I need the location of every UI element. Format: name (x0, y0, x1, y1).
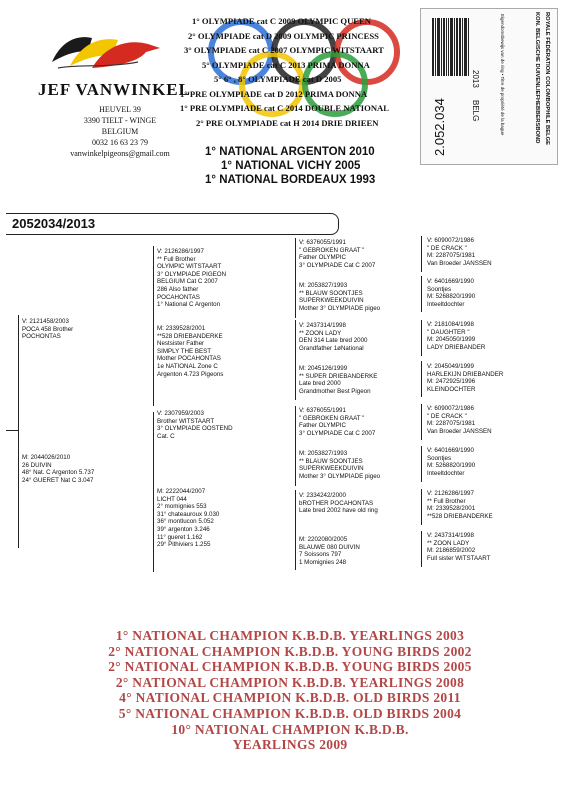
pedigree-line: 11° gueret 1.162 (157, 533, 203, 541)
pedigree-entry (157, 248, 226, 309)
pedigree-line: **528 DRIEBANDERKE (157, 332, 223, 340)
pedigree-line: V: 2126286/1997 (427, 490, 474, 497)
national-line: 1° NATIONAL ARGENTON 2010 (205, 146, 375, 158)
pedigree-line: OLYMPIC WITSTAART (157, 263, 222, 271)
achievement-line: 2° OLYMPIADE cat D 2009 OLYMPIC PRINCESS (188, 30, 379, 41)
pedigree-line: DEN 314 Late bred 2000 (299, 337, 368, 345)
championship-line: 1° NATIONAL CHAMPION K.B.D.B. YEARLINGS 2003 (115, 628, 465, 643)
pedigree-line: BELGIUM Cat C 2007 (157, 278, 218, 286)
address-block (40, 104, 200, 159)
pedigree-line: Nestsister Father (157, 340, 205, 348)
national-wins (205, 145, 375, 187)
pedigree-line: V: 6401669/1990 (427, 447, 474, 454)
pigeon-logo (48, 22, 163, 78)
pedigree-line: POCA 458 Brother (22, 325, 74, 333)
pedigree-line: " DE CRACK " (427, 412, 467, 420)
pedigree-entry (299, 365, 377, 395)
pedigree-line: 3° OLYMPIADE Cat C 2007 (299, 429, 376, 437)
pedigree-line: M: 2222044/2007 (157, 488, 206, 495)
barcode (432, 18, 476, 76)
pedigree-line: Late bred 2002 have old ring (299, 507, 378, 515)
pedigree-entry (427, 490, 493, 520)
achievement-line: 1° PRE OLYMPIADE cat C 2014 DOUBLE NATIONAL (180, 103, 389, 113)
pedigree-line: 1e NATIONAL Zone C (157, 362, 218, 370)
pedigree-line: **528 DRIEBANDERKE (427, 512, 493, 520)
pedigree-line: " DAUGHTER " (427, 328, 470, 336)
pedigree-line: 26 DUIVIN (22, 461, 52, 469)
pedigree-line: V: 6376055/1991 (299, 407, 346, 414)
ring-number: 2.052.034 (432, 98, 447, 156)
pedigree-line: Cat. C (157, 432, 175, 440)
pedigree-line: 1 Momignies 248 (299, 558, 347, 566)
pedigree-line: Inteeltdochter (427, 469, 465, 477)
pedigree-line: Grandfather 1øNational (299, 344, 364, 352)
pedigree-line: Van Broeder JANSSEN (427, 427, 492, 435)
pedigree-line: M: 5268820/1990 (427, 462, 476, 470)
pedigree-line: ** ZOON LADY (427, 539, 470, 547)
pedigree-line: Mother 3° OLYMPIADE pigeo (299, 304, 381, 312)
achievement-line: 1° OLYMPIADE cat C 2009 OLYMPIC QUEEN (192, 16, 371, 26)
pedigree-sire (22, 318, 73, 341)
brand-name: JEF VANWINKEL (38, 80, 191, 99)
pedigree-line: POCHONTAS (22, 333, 61, 341)
pedigree-line: SUPERKWEEKDUIVIN (299, 297, 364, 305)
pedigree-line: 3° OLYMPIADE PIGEON (157, 270, 227, 278)
pedigree-line: 286 Also father (157, 285, 199, 293)
pedigree-line: " DE CRACK " (427, 244, 467, 252)
pedigree-line: ** BLAUW SOONTJES (299, 457, 363, 465)
pedigree-line: " GEBROKEN GRAAT " (299, 246, 365, 254)
championship-list (40, 628, 540, 753)
national-line: 1° NATIONAL VICHY 2005 (221, 160, 361, 172)
pedigree-line: LADY DRIEBANDER (427, 343, 486, 351)
pedigree-line: M: 2339528/2001 (427, 505, 476, 513)
pedigree-line: M: 5268820/1990 (427, 293, 476, 301)
pedigree-entry (427, 237, 492, 267)
pedigree-line: Full sister WITSTAART (427, 554, 491, 562)
pedigree-line: M: 2186859/2002 (427, 547, 476, 555)
pedigree-entry (299, 239, 375, 269)
championship-line: 10° NATIONAL CHAMPION K.B.D.B. (171, 721, 409, 737)
pedigree-line: M: 2287075/1981 (427, 252, 476, 260)
pedigree-line: M: 2202080/2005 (299, 536, 348, 543)
pedigree-line: ** Full Brother (157, 255, 196, 263)
pedigree-line: Van Broeder JANSSEN (427, 259, 492, 267)
pedigree-line: ** ZOON LADY (299, 329, 342, 337)
pedigree-line: M: 2053827/1993 (299, 282, 348, 289)
pedigree-line: 48° Nat. C Argenton 5.737 (22, 469, 95, 477)
pedigree-line: M: 2053827/1993 (299, 450, 348, 457)
pedigree-line: Soontjes (427, 285, 452, 293)
championship-line: YEARLINGS 2009 (232, 737, 348, 753)
pedigree-line: ** Full Brother (427, 497, 466, 505)
pedigree-line: V: 2437314/1998 (299, 322, 346, 329)
pedigree-entry (157, 488, 219, 549)
pedigree-line: M: 2045126/1999 (299, 365, 348, 372)
pedigree-line: 3° OLYMPIADE Cat C 2007 (299, 261, 376, 269)
address-line: BELGIUM (101, 127, 139, 136)
pedigree-entry (299, 407, 375, 437)
pedigree-line: M: 2287075/1981 (427, 420, 476, 428)
pedigree-line: KLEINDOCHTER (427, 385, 476, 393)
pedigree-entry (157, 325, 223, 378)
national-line: 1° NATIONAL BORDEAUX 1993 (205, 174, 376, 186)
pedigree-line: M: 2045050/1999 (427, 336, 476, 344)
pedigree-dam (22, 454, 94, 484)
achievement-line: 3° OLYMPIADE cat C 2007 OLYMPIC WITSTAART (184, 45, 384, 55)
pedigree-entry (427, 363, 503, 393)
pedigree-line: HARLEKIJN DRIEBANDER (427, 370, 504, 378)
pedigree-line: V: 2126286/1997 (157, 248, 204, 255)
pedigree-line: Inteeltdochter (427, 300, 465, 308)
achievement-line: 5° OLYMPIADE cat C 2013 PRIMA DONNA (202, 59, 370, 70)
pedigree-line: V: 2334242/2000 (299, 492, 346, 499)
pedigree-line: V: 6090072/1986 (427, 237, 474, 244)
federation-name: ROYALE FÉDÉRATION COLOMBOPHILE BELGE (544, 12, 550, 146)
pedigree-line: 3° OLYMPIADE OOSTEND (157, 425, 233, 433)
pedigree-line: 2° momignies 553 (157, 503, 207, 511)
pedigree-line: 36° montlucon 5.052 (157, 518, 214, 526)
address-line: vanwinkelpigeons@gmail.com (70, 149, 170, 158)
championship-line: 2° NATIONAL CHAMPION K.B.D.B. YOUNG BIRDS 2002 (108, 643, 472, 659)
pedigree-line: " GEBROKEN GRAAT " (299, 414, 365, 422)
pedigree-line: V: 6401669/1990 (427, 278, 474, 285)
pedigree-entry (427, 321, 485, 351)
address-line: 3390 TIELT - WINGE (83, 116, 157, 125)
pedigree-line: BLAUWE 080 DUIVIN (299, 543, 360, 551)
pedigree-line: SIMPLY THE BEST (157, 347, 211, 355)
championship-line: 2° NATIONAL CHAMPION K.B.D.B. YOUNG BIRDS 2005 (108, 659, 472, 675)
pedigree-line: POCAHONTAS (157, 293, 200, 301)
pedigree-line: Mother POCAHONTAS (157, 355, 221, 363)
pedigree-ring-title: 2052034/2013 (12, 216, 96, 231)
pedigree-line: M: 2044026/2010 (22, 454, 71, 461)
ring-country: BELG (471, 100, 480, 122)
pedigree-line: V: 2045049/1999 (427, 363, 474, 370)
pedigree-line: V: 2437314/1998 (427, 532, 474, 539)
pedigree-line: Argenton 4.723 Pigeons (157, 370, 224, 378)
pedigree-line: Brother WITSTAART (157, 417, 215, 425)
pedigree-line: 7 Soissons 797 (299, 551, 342, 559)
championship-line: 5° NATIONAL CHAMPION K.B.D.B. OLD BIRDS 2004 (118, 705, 462, 721)
pedigree-line: ** SUPER DRIEBANDERKE (299, 372, 378, 380)
pedigree-entry (299, 536, 360, 566)
pedigree-line: 39° argenton 3.246 (157, 525, 210, 533)
address-line: HEUVEL 39 (99, 105, 141, 114)
pedigree-line: LICHT 044 (157, 495, 187, 503)
pedigree-line: 31° chateauroux 9.030 (157, 510, 220, 518)
championship-line: 2° NATIONAL CHAMPION K.B.D.B. YEARLINGS 2008 (115, 674, 465, 690)
pedigree-line: ** BLAUW SOONTJES (299, 289, 363, 297)
pedigree-entry (157, 410, 233, 440)
pedigree-line: Soontjes (427, 454, 452, 462)
pedigree-entry (427, 532, 490, 562)
pedigree-entry (299, 492, 378, 515)
achievement-line: 1° PRE OLYMPIADE cat D 2012 PRIMA DONNA (180, 88, 368, 99)
pedigree-line: M: 2339528/2001 (157, 325, 206, 332)
ring-year: 2013 (471, 70, 480, 88)
pedigree-entry (427, 447, 475, 477)
pedigree-entry (427, 405, 492, 435)
pedigree-entry (427, 278, 475, 308)
pedigree-line: V: 2121458/2003 (22, 318, 69, 325)
pedigree-line: V: 6090072/1986 (427, 405, 474, 412)
pedigree-line: bROTHER POCAHONTAS (299, 499, 374, 507)
pedigree-line: 24° GUERET Nat C 3.047 (22, 476, 94, 484)
pedigree-line: Mother 3° OLYMPIADE pigeo (299, 472, 381, 480)
championship-line: 4° NATIONAL CHAMPION K.B.D.B. OLD BIRDS 2011 (119, 690, 461, 706)
pedigree-line: V: 6376055/1991 (299, 239, 346, 246)
pedigree-line: 29° Pithiviers 1.255 (157, 541, 211, 549)
pedigree-line: SUPERKWEEKDUIVIN (299, 465, 364, 473)
pedigree-entry (299, 450, 380, 480)
pedigree-line: M: 2472925/1996 (427, 378, 476, 386)
pedigree-line: V: 2307959/2003 (157, 410, 204, 417)
pedigree-line: V: 2181084/1998 (427, 321, 474, 328)
pedigree-line: Father OLYMPIC (299, 254, 346, 262)
pedigree-line: Grandmother Best Pigeon (299, 387, 371, 395)
owner-note: Eigendomsbewijs van de ring • Titre de propriété de la bague (500, 14, 505, 136)
pedigree-line: 1° National C Argenton (157, 301, 221, 309)
address-line: 0032 16 63 23 79 (92, 138, 148, 147)
federation-name: KON. BELGISCHE DUIVENLIEFHEBBERSBOND (534, 12, 540, 144)
pedigree-line: Father OLYMPIC (299, 422, 346, 430)
olympiade-results (180, 14, 430, 130)
pedigree-entry (299, 322, 367, 352)
pedigree-entry (299, 282, 380, 312)
pedigree-line: Late bred 2000 (299, 380, 341, 388)
achievement-line: 5° 6° , 8° OLYMPIADE cat D 2005 (214, 74, 342, 84)
achievement-line: 2° PRE OLYMPIADE cat H 2014 DRIE DRIEEN (196, 117, 379, 128)
